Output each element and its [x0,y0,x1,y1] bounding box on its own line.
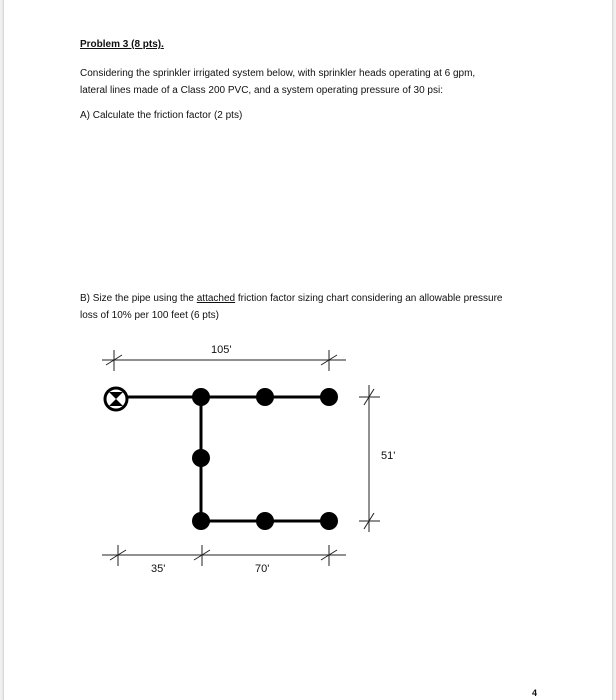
dimension-label-bottom-left: 35' [151,563,166,575]
page-number: 4 [532,688,538,698]
sprinkler-head [320,388,338,406]
problem-title: Problem 3 (8 pts). [80,39,164,50]
sprinkler-head [192,512,210,530]
sprinkler-head [192,449,210,467]
attached-link[interactable]: attached [196,293,236,304]
pipe-network [124,397,329,521]
part-b-text-after: friction factor sizing chart considering an allowable pressure [235,293,503,304]
document-page [3,0,613,700]
intro-line-1: Considering the sprinkler irrigated system below, with sprinkler heads operating at 6 gpm, [80,68,476,79]
sprinkler-head [256,388,274,406]
dimension-line-right [359,385,380,532]
dimension-line-bottom [102,545,346,566]
water-source-valve-icon [105,388,127,410]
sprinkler-heads [192,388,338,530]
part-a-question: A) Calculate the friction factor (2 pts) [80,110,243,121]
dimension-label-right: 51' [381,450,396,462]
dimension-label-bottom-right: 70' [255,563,270,575]
dimension-label-top: 105' [211,344,232,356]
intro-line-2: lateral lines made of a Class 200 PVC, and a system operating pressure of 30 psi: [80,85,443,96]
sprinkler-head [192,388,210,406]
part-b-text-before: B) Size the pipe using the [80,293,197,304]
sprinkler-head [320,512,338,530]
sprinkler-head [256,512,274,530]
part-b-question-line-2: loss of 10% per 100 feet (6 pts) [80,310,219,321]
sprinkler-layout-diagram [4,0,612,700]
